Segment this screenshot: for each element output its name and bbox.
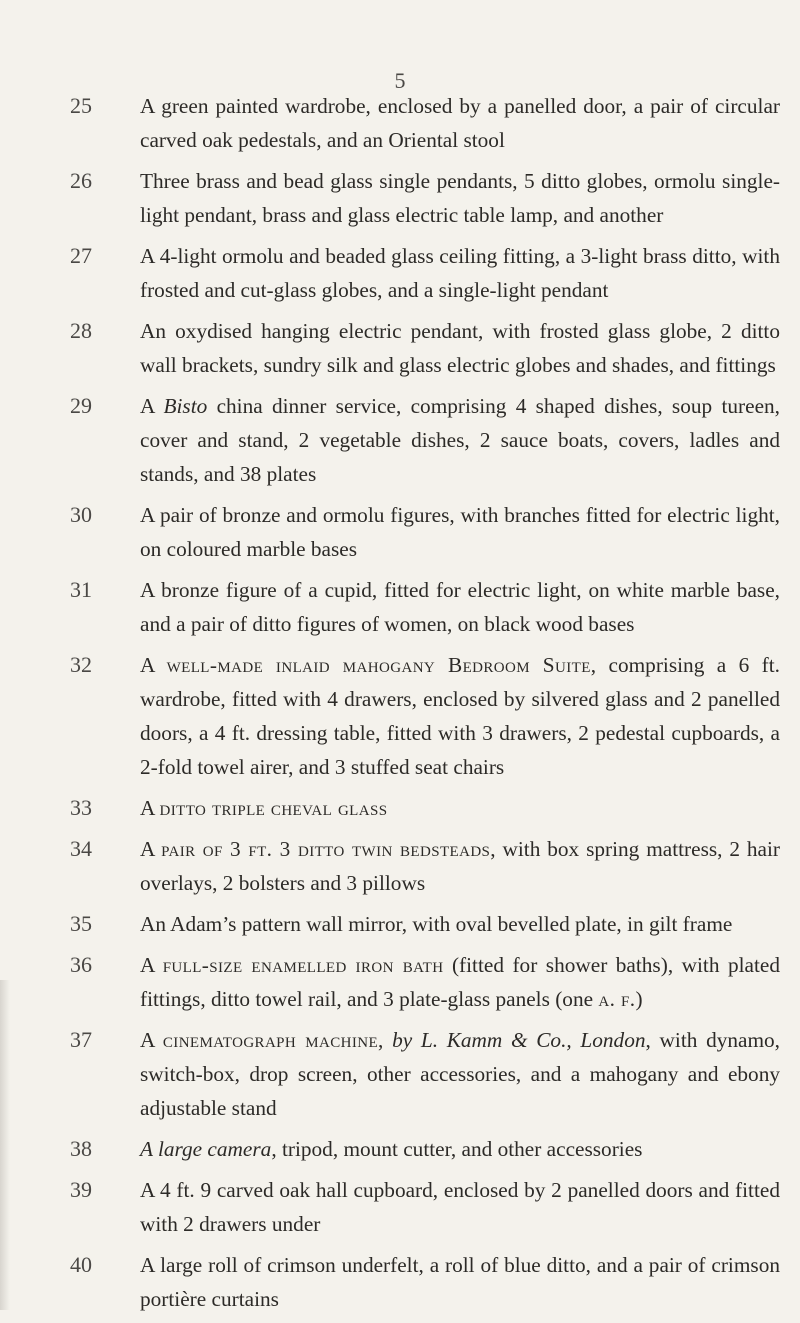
small-caps-text: pair of 3 ft. 3 ditto twin bedsteads [161,837,491,861]
lot-description [140,164,780,232]
description-text: A 4-light ormolu and beaded glass ceiling fitting, a 3-light brass ditto, with frosted and cut-glass globes, and a single-light pendant [140,244,780,302]
small-caps-text: well-made inlaid mahogany Bedroom Suite [166,653,591,677]
description-text: An Adam’s pattern wall mirror, with oval bevelled plate, in gilt frame [140,912,733,936]
description-text: china dinner service, comprising 4 shaped dishes, soup tureen, cover and stand, 2 vegetable dishes, 2 sauce boats, covers, ladles and stands, and 38 plates [140,394,780,486]
lot-entry [70,573,780,641]
lot-entry [70,1132,780,1166]
small-caps-text: a. f. [598,987,636,1011]
lot-number: 30 [70,502,92,527]
page-number: 5 [394,68,406,93]
lot-number: 29 [70,393,92,418]
small-caps-text: cinematograph machine [162,1028,379,1052]
lot-description [140,314,780,382]
lot-entry [70,791,780,825]
lot-description [140,1173,780,1241]
lot-entry [70,832,780,900]
lot-entry [70,1023,780,1125]
lot-description [140,1132,780,1166]
description-text: A [140,796,160,820]
italic-text: A large camera [140,1137,272,1161]
description-text: , comprising a 6 ft. wardrobe, fitted with 4 drawers, enclosed by silvered glass and 2 panelled doors, a 4 ft. dressing table, fitted with 3 drawers, 2 pedestal cupboards, a 2-fold towel airer, and 3 stuffed seat chairs [140,653,780,779]
lot-number: 34 [70,836,92,861]
italic-text: by L. Kamm & Co., London [392,1028,646,1052]
lot-entry [70,89,780,157]
lot-description [140,498,780,566]
lot-number: 38 [70,1136,92,1161]
lot-description [140,791,780,825]
description-text: , with dynamo, switch-box, drop screen, other accessories, and a mahogany and ebony adjustable stand [140,1028,780,1120]
lot-number: 25 [70,93,92,118]
lot-entry [70,314,780,382]
description-text: A [140,394,164,418]
binding-shadow [0,980,10,1310]
lot-description [140,907,780,941]
lot-description [140,573,780,641]
lot-number: 32 [70,652,92,677]
description-text: A green painted wardrobe, enclosed by a panelled door, a pair of circular carved oak pedestals, and an Oriental stool [140,94,780,152]
lot-entry [70,164,780,232]
lot-entry [70,1248,780,1316]
lot-number: 28 [70,318,92,343]
lot-entry [70,907,780,941]
description-text: A pair of bronze and ormolu figures, with branches fitted for electric light, on coloured marble bases [140,503,780,561]
description-text: , with box spring mattress, 2 hair overlays, 2 bolsters and 3 pillows [140,837,781,895]
description-text: (fitted for shower baths), with plated fittings, ditto towel rail, and 3 plate-glass panels (one [140,953,780,1011]
lot-list [70,89,780,1323]
lot-number: 27 [70,243,92,268]
lot-entry [70,948,780,1016]
description-text: Three brass and bead glass single pendants, 5 ditto globes, ormolu single-light pendant, brass and glass electric table lamp, and another [140,169,780,227]
lot-description [140,239,780,307]
description-text: , [378,1028,393,1052]
lot-number: 26 [70,168,92,193]
lot-number: 35 [70,911,92,936]
lot-entry [70,1173,780,1241]
lot-description [140,89,780,157]
description-text: A [140,953,163,977]
lot-number: 37 [70,1027,92,1052]
lot-entry [70,239,780,307]
lot-number: 39 [70,1177,92,1202]
description-text: A bronze figure of a cupid, fitted for electric light, on white marble base, and a pair of ditto figures of women, on black wood bases [140,578,780,636]
lot-description [140,1248,780,1316]
lot-description [140,832,780,900]
small-caps-text: ditto triple cheval glass [159,796,388,820]
description-text: A 4 ft. 9 carved oak hall cupboard, enclosed by 2 panelled doors and fitted with 2 drawers under [140,1178,780,1236]
lot-number: 31 [70,577,92,602]
description-text: , tripod, mount cutter, and other accessories [271,1137,643,1161]
lot-description [140,948,780,1016]
lot-description [140,389,780,491]
description-text: ) [635,987,643,1011]
description-text: A [140,1028,163,1052]
small-caps-text: full-size enamelled iron bath [162,953,444,977]
lot-number: 36 [70,952,92,977]
lot-description [140,648,780,784]
description-text: A large roll of crimson underfelt, a roll of blue ditto, and a pair of crimson portière curtains [140,1253,780,1311]
italic-text: Bisto [163,394,208,418]
description-text: A [140,653,167,677]
lot-description [140,1023,780,1125]
lot-entry [70,648,780,784]
lot-number: 33 [70,795,92,820]
lot-number: 40 [70,1252,92,1277]
lot-entry [70,389,780,491]
description-text: An oxydised hanging electric pendant, with frosted glass globe, 2 ditto wall brackets, sundry silk and glass electric globes and shades, and fittings [140,319,780,377]
lot-entry [70,498,780,566]
description-text: A [140,837,162,861]
